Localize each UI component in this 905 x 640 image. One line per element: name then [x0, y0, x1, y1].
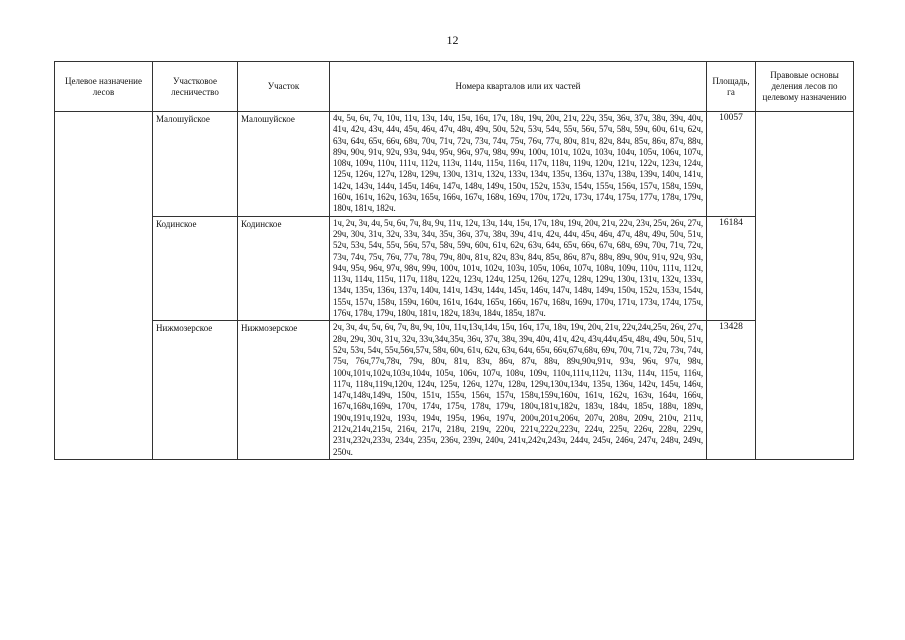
- area-cell: 10057: [707, 112, 756, 217]
- area-cell: 13428: [707, 321, 756, 460]
- header-quarters: Номера кварталов или их частей: [330, 62, 707, 112]
- header-area: Площадь, га: [707, 62, 756, 112]
- table-row: [55, 216, 854, 321]
- forestry-cell: Нижмозерское: [153, 321, 238, 460]
- legal-basis-cell: [756, 112, 854, 460]
- header-forestry: Участковое лесничество: [153, 62, 238, 112]
- quarters-cell: 1ч, 2ч, 3ч, 4ч, 5ч, 6ч, 7ч, 8ч, 9ч, 11ч, 12ч, 13ч, 14ч, 15ч, 17ч, 18ч, 19ч, 20ч, 21ч, 22ч, 23ч, 25ч, 26ч, 27ч, 29ч, 30ч, 31ч, 32ч, 33ч, 34ч, 35ч, 36ч, 37ч, 38ч, 39ч, 41ч, 42ч, 44ч, 45ч, 46ч, 47ч, 48ч, 49ч, 50ч, 51ч, 52ч, 53ч, 54ч, 55ч, 56ч, 57ч, 58ч, 59ч, 60ч, 61ч, 62ч, 63ч, 64ч, 65ч, 66ч, 67ч, 68ч, 69ч, 70ч, 71ч, 72ч, 73ч, 74ч, 75ч, 76ч, 77ч, 78ч, 79ч, 80ч, 81ч, 82ч, 83ч, 84ч, 85ч, 86ч, 87ч, 88ч, 89ч, 90ч, 91ч, 92ч, 93ч, 94ч, 95ч, 96ч, 97ч, 98ч, 99ч, 100ч, 101ч, 102ч, 103ч, 105ч, 106ч, 107ч, 108ч, 109ч, 110ч, 111ч, 112ч, 113ч, 114ч, 115ч, 117ч, 118ч, 122ч, 123ч, 124ч, 125ч, 126ч, 127ч, 128ч, 129ч, 130ч, 131ч, 132ч, 133ч, 134ч, 135ч, 136ч, 137ч, 140ч, 141ч, 143ч, 144ч, 145ч, 146ч, 147ч, 148ч, 149ч, 150ч, 152ч, 153ч, 154ч, 155ч, 157ч, 158ч, 159ч, 160ч, 161ч, 164ч, 165ч, 166ч, 167ч, 168ч, 169ч, 170ч, 171ч, 173ч, 174ч, 175ч, 176ч, 178ч, 179ч, 180ч, 181ч, 182ч, 183ч, 184ч, 185ч, 187ч.: [330, 216, 707, 321]
- header-plot: Участок: [238, 62, 330, 112]
- plot-cell: Нижмозерское: [238, 321, 330, 460]
- forestry-cell: Малошуйское: [153, 112, 238, 217]
- area-cell: 16184: [707, 216, 756, 321]
- quarters-cell: 2ч, 3ч, 4ч, 5ч, 6ч, 7ч, 8ч, 9ч, 10ч, 11ч,13ч,14ч, 15ч, 16ч, 17ч, 18ч, 19ч, 20ч, 21ч, 22ч,24ч,25ч, 26ч, 27ч, 28ч, 29ч, 30ч, 31ч, 32ч, 33ч,34ч,35ч, 36ч, 37ч, 38ч, 39ч, 40ч, 41ч, 42ч, 43ч,44ч,45ч, 48ч, 49ч, 50ч, 51ч, 52ч, 53ч, 54ч, 55ч,56ч,57ч, 58ч, 60ч, 61ч, 62ч, 63ч, 64ч, 65ч, 66ч,67ч,68ч, 69ч, 70ч, 71ч, 72ч, 73ч, 74ч, 75ч, 76ч,77ч,78ч, 79ч, 80ч, 81ч, 83ч, 86ч, 87ч, 88ч, 89ч,90ч,91ч, 93ч, 96ч, 97ч, 98ч, 100ч,101ч,102ч,103ч,104ч, 105ч, 106ч, 107ч, 108ч, 109ч, 110ч,111ч,112ч, 113ч, 114ч, 115ч, 116ч, 117ч, 118ч,119ч,120ч, 124ч, 125ч, 126ч, 127ч, 128ч, 129ч,130ч,134ч, 135ч, 136ч, 142ч, 145ч, 146ч, 147ч,148ч,149ч, 150ч, 151ч, 155ч, 156ч, 157ч, 158ч,159ч,160ч, 161ч, 162ч, 163ч, 164ч, 166ч, 167ч,168ч,169ч, 170ч, 174ч, 175ч, 178ч, 179ч, 180ч,181ч,182ч, 183ч, 184ч, 185ч, 188ч, 189ч, 190ч,191ч,192ч, 193ч, 194ч, 195ч, 196ч, 197ч, 200ч,201ч,206ч, 207ч, 208ч, 209ч, 210ч, 211ч, 212ч,214ч,215ч, 216ч, 217ч, 218ч, 219ч, 220ч, 221ч,222ч,223ч, 224ч, 225ч, 226ч, 228ч, 229ч, 231ч,232ч,233ч, 234ч, 235ч, 236ч, 239ч, 240ч, 241ч,242ч,243ч, 244ч, 245ч, 246ч, 247ч, 248ч, 249ч, 250ч.: [330, 321, 707, 460]
- table-row: [55, 321, 854, 460]
- page-number: 12: [446, 33, 459, 47]
- forest-division-table: [54, 61, 854, 460]
- purpose-cell: [55, 112, 153, 460]
- table-header-row: [55, 62, 854, 112]
- quarters-cell: 4ч, 5ч, 6ч, 7ч, 10ч, 11ч, 13ч, 14ч, 15ч, 16ч, 17ч, 18ч, 19ч, 20ч, 21ч, 22ч, 35ч, 36ч, 37ч, 38ч, 39ч, 40ч, 41ч, 42ч, 43ч, 44ч, 45ч, 46ч, 47ч, 48ч, 49ч, 50ч, 52ч, 53ч, 54ч, 55ч, 56ч, 57ч, 58ч, 59ч, 60ч, 61ч, 62ч, 63ч, 64ч, 65ч, 66ч, 68ч, 70ч, 71ч, 72ч, 73ч, 74ч, 75ч, 76ч, 77ч, 80ч, 81ч, 82ч, 84ч, 85ч, 86ч, 87ч, 88ч, 89ч, 90ч, 91ч, 92ч, 93ч, 94ч, 95ч, 96ч, 97ч, 98ч, 99ч, 100ч, 101ч, 102ч, 103ч, 104ч, 105ч, 106ч, 107ч, 108ч, 109ч, 110ч, 111ч, 112ч, 113ч, 114ч, 115ч, 116ч, 117ч, 118ч, 119ч, 120ч, 121ч, 122ч, 123ч, 124ч, 125ч, 126ч, 127ч, 128ч, 129ч, 130ч, 131ч, 132ч, 133ч, 134ч, 135ч, 136ч, 137ч, 138ч, 139ч, 140ч, 141ч, 142ч, 143ч, 144ч, 145ч, 146ч, 147ч, 148ч, 149ч, 150ч, 152ч, 153ч, 154ч, 155ч, 156ч, 157ч, 158ч, 159ч, 160ч, 161ч, 162ч, 163ч, 165ч, 166ч, 167ч, 168ч, 169ч, 170ч, 172ч, 173ч, 174ч, 175ч, 177ч, 178ч, 179ч, 180ч, 181ч, 182ч.: [330, 112, 707, 217]
- plot-cell: Малошуйское: [238, 112, 330, 217]
- header-purpose: Целевое назначение лесов: [55, 62, 153, 112]
- plot-cell: Кодинское: [238, 216, 330, 321]
- table-row: [55, 112, 854, 217]
- header-legal-basis: Правовые основы деления лесов по целевому назначению: [756, 62, 854, 112]
- forestry-cell: Кодинское: [153, 216, 238, 321]
